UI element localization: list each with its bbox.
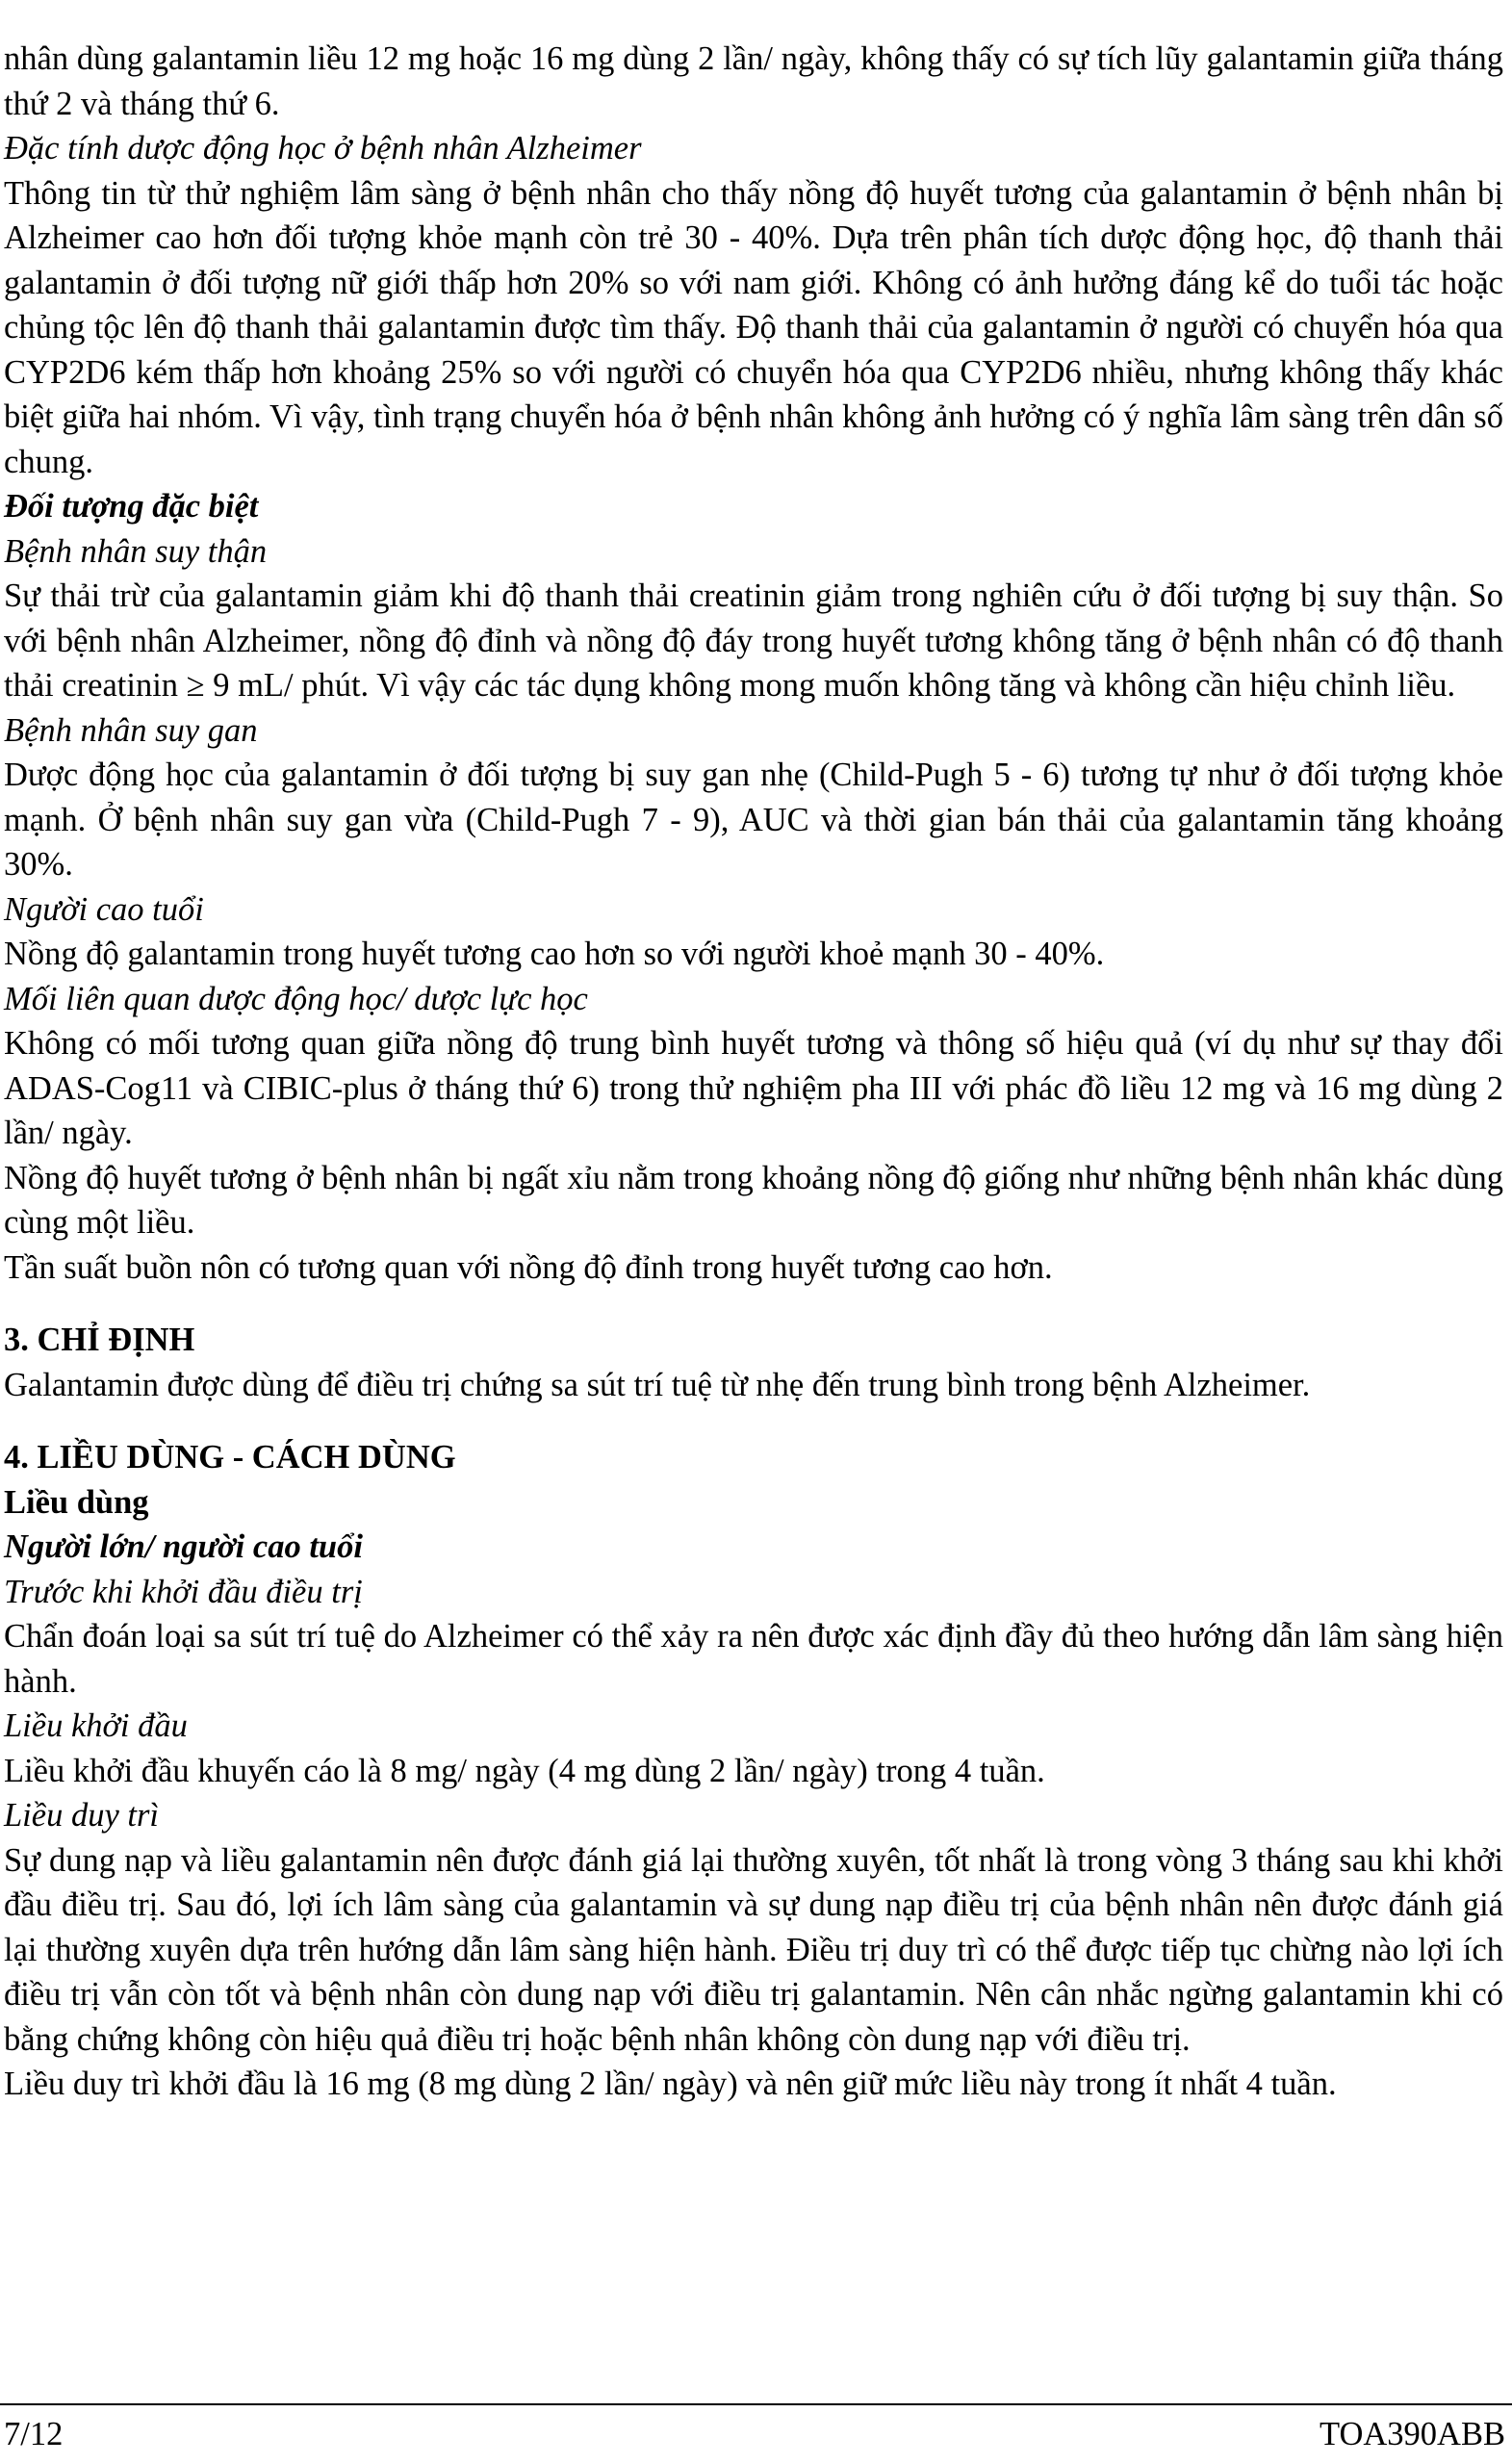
subheading-pk-pd-relationship: Mối liên quan dược động học/ dược lực học [4, 980, 588, 1017]
page-footer [4, 2412, 1505, 2456]
subheading-hepatic-impairment: Bệnh nhân suy gan [4, 711, 258, 749]
subheading-elderly: Người cao tuổi [4, 890, 204, 928]
paragraph-nausea: Tần suất buồn nôn có tương quan với nồng độ đỉnh trong huyết tương cao hơn. [4, 1248, 1053, 1286]
document-body [4, 37, 1503, 2107]
subheading-maintenance-dose: Liều duy trì [4, 1797, 159, 1834]
paragraph-starting-dose: Liều khởi đầu khuyến cáo là 8 mg/ ngày (4 mg dùng 2 lần/ ngày) trong 4 tuần. [4, 1752, 1045, 1789]
paragraph-pk-pd-relationship: Không có mối tương quan giữa nồng độ trung bình huyết tương và thông số hiệu quả (ví dụ như sự thay đổi ADAS-Cog11 và CIBIC-plus ở tháng thứ 6) trong thử nghiệm pha III với phác đồ liều 12 mg và 16 mg dùng 2 lần/ ngày. [4, 1025, 1503, 1151]
subheading-before-treatment: Trước khi khởi đầu điều trị [4, 1573, 363, 1610]
footer-divider [0, 2403, 1512, 2405]
heading-dosage: Liều dùng [4, 1483, 149, 1521]
subheading-starting-dose: Liều khởi đầu [4, 1707, 188, 1744]
section-heading-indications: 3. CHỈ ĐỊNH [4, 1322, 195, 1358]
paragraph-maintenance-dose: Sự dung nạp và liều galantamin nên được đánh giá lại thường xuyên, tốt nhất là trong vòng 3 tháng sau khi khởi đầu điều trị. Sau đó, lợi ích lâm sàng của galantamin và sự dung nạp điều trị của bệnh nhân nên được đánh giá lại thường xuyên dựa trên hướng dẫn lâm sàng hiện hành. Điều trị duy trì có thể được tiếp tục chừng nào lợi ích điều trị vẫn còn tốt và bệnh nhân còn dung nạp với điều trị galantamin. Nên cân nhắc ngừng galantamin khi có bằng chứng không còn hiệu quả điều trị hoặc bệnh nhân không còn dung nạp với điều trị. [4, 1841, 1503, 2058]
section-heading-dosage: 4. LIỀU DÙNG - CÁCH DÙNG [4, 1439, 456, 1476]
paragraph-indications: Galantamin được dùng để điều trị chứng sa sút trí tuệ từ nhẹ đến trung bình trong bệnh Alzheimer. [4, 1366, 1311, 1403]
document-code: TOA390ABB [1320, 2416, 1505, 2452]
paragraph-before-treatment: Chẩn đoán loại sa sút trí tuệ do Alzheimer có thể xảy ra nên được xác định đầy đủ theo hướng dẫn lâm sàng hiện hành. [4, 1618, 1503, 1700]
paragraph-alzheimer-pk: Thông tin từ thử nghiệm lâm sàng ở bệnh nhân cho thấy nồng độ huyết tương của galantamin ở bệnh nhân bị Alzheimer cao hơn đối tượng khỏe mạnh còn trẻ 30 - 40%. Dựa trên phân tích dược động học, độ thanh thải galantamin ở đối tượng nữ giới thấp hơn 20% so với nam giới. Không có ảnh hưởng đáng kể do tuổi tác hoặc chủng tộc lên độ thanh thải galantamin được tìm thấy. Độ thanh thải của galantamin ở người có chuyển hóa qua CYP2D6 kém thấp hơn khoảng 25% so với người có chuyển hóa qua CYP2D6 nhiều, nhưng không thấy khác biệt giữa hai nhóm. Vì vậy, tình trạng chuyển hóa ở bệnh nhân không ảnh hưởng có ý nghĩa lâm sàng trên dân số chung. [4, 174, 1503, 480]
paragraph-accumulation: nhân dùng galantamin liều 12 mg hoặc 16 mg dùng 2 lần/ ngày, không thấy có sự tích lũy galantamin giữa tháng thứ 2 và tháng thứ 6. [4, 40, 1503, 122]
subheading-renal-impairment: Bệnh nhân suy thận [4, 532, 268, 570]
paragraph-hepatic-impairment: Dược động học của galantamin ở đối tượng bị suy gan nhẹ (Child-Pugh 5 - 6) tương tự như ở đối tượng khỏe mạnh. Ở bệnh nhân suy gan vừa (Child-Pugh 7 - 9), AUC và thời gian bán thải của galantamin tăng khoảng 30%. [4, 757, 1503, 883]
paragraph-elderly: Nồng độ galantamin trong huyết tương cao hơn so với người khoẻ mạnh 30 - 40%. [4, 936, 1105, 972]
paragraph-syncope: Nồng độ huyết tương ở bệnh nhân bị ngất xỉu nằm trong khoảng nồng độ giống như những bệnh nhân khác dùng cùng một liều. [4, 1159, 1503, 1241]
heading-adults-elderly: Người lớn/ người cao tuổi [4, 1528, 363, 1565]
page-number: 7/12 [4, 2416, 64, 2452]
paragraph-renal-impairment: Sự thải trừ của galantamin giảm khi độ thanh thải creatinin giảm trong nghiên cứu ở đối tượng bị suy thận. So với bệnh nhân Alzheimer, nồng độ đỉnh và nồng độ đáy trong huyết tương không tăng ở bệnh nhân có độ thanh thải creatinin ≥ 9 mL/ phút. Vì vậy các tác dụng không mong muốn không tăng và không cần hiệu chỉnh liều. [4, 578, 1503, 704]
heading-special-populations: Đối tượng đặc biệt [4, 488, 259, 525]
subheading-alzheimer-pk: Đặc tính dược động học ở bệnh nhân Alzheimer [4, 130, 642, 167]
paragraph-maintenance-initial: Liều duy trì khởi đầu là 16 mg (8 mg dùng 2 lần/ ngày) và nên giữ mức liều này trong ít nhất 4 tuần. [4, 2066, 1337, 2102]
